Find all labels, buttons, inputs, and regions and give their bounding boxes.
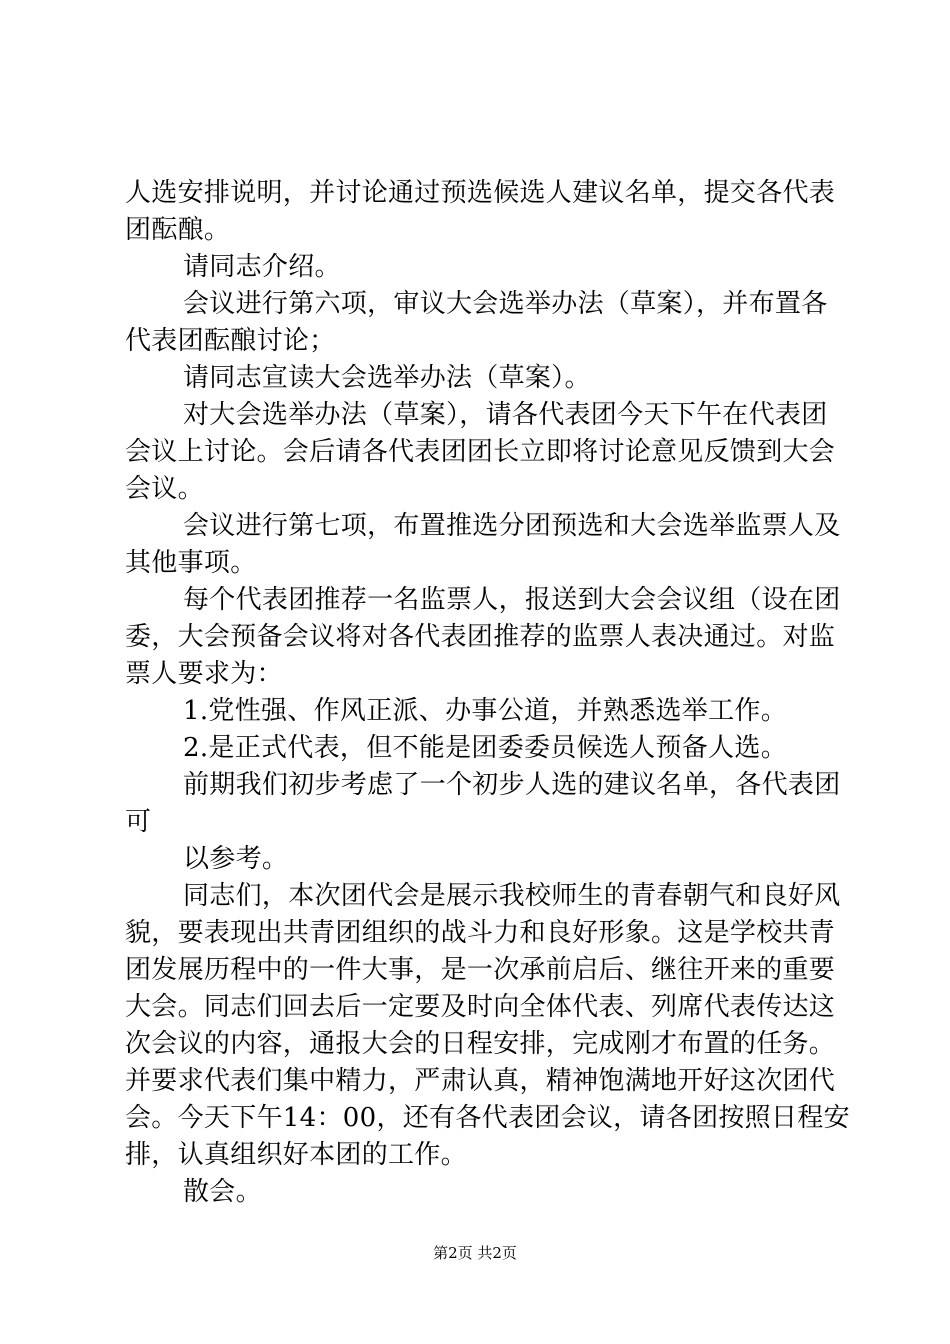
text-line: 团发展历程中的一件大事，是一次承前启后、继往开来的重要	[125, 955, 836, 985]
page-footer	[0, 1243, 950, 1263]
text-line: 并要求代表们集中精力，严肃认真，精神饱满地开好这次团代	[125, 1066, 836, 1096]
text-line: 会议。	[125, 474, 204, 504]
text-line: 以参考。	[183, 844, 289, 874]
text-line: 人选安排说明，并讨论通过预选候选人建议名单，提交各代表	[125, 178, 836, 208]
text-line: 对大会选举办法（草案），请各代表团今天下午在代表团	[183, 400, 828, 430]
document-body	[125, 175, 850, 1211]
text-line: 散会。	[183, 1177, 262, 1207]
text-line: 会。今天下午14：00，还有各代表团会议，请各团按照日程安	[125, 1103, 850, 1133]
text-line: 2.是正式代表，但不能是团委委员候选人预备人选。	[183, 733, 788, 763]
text-line: 委，大会预备会议将对各代表团推荐的监票人表决通过。对监	[125, 622, 836, 652]
text-line: 团酝酿。	[125, 215, 231, 245]
text-line: 1.党性强、作风正派、办事公道，并熟悉选举工作。	[183, 696, 788, 726]
text-line: 请同志宣读大会选举办法（草案）。	[183, 363, 591, 393]
text-line: 前期我们初步考虑了一个初步人选的建议名单，各代表团	[183, 770, 841, 800]
page-number: 第2页 共2页	[433, 1244, 517, 1262]
text-line: 可	[125, 807, 152, 837]
text-line: 会议上讨论。会后请各代表团团长立即将讨论意见反馈到大会	[125, 437, 836, 467]
text-line: 貌，要表现出共青团组织的战斗力和良好形象。这是学校共青	[125, 918, 836, 948]
text-line: 每个代表团推荐一名监票人，报送到大会会议组（设在团	[183, 585, 841, 615]
text-line: 排，认真组织好本团的工作。	[125, 1140, 467, 1170]
text-line: 代表团酝酿讨论；	[125, 326, 336, 356]
text-line: 同志们，本次团代会是展示我校师生的青春朝气和良好风	[183, 881, 841, 911]
text-line: 票人要求为：	[125, 659, 283, 689]
text-line: 次会议的内容，通报大会的日程安排，完成刚才布置的任务。	[125, 1029, 836, 1059]
text-line: 请同志介绍。	[183, 252, 341, 282]
text-line: 会议进行第六项，审议大会选举办法（草案），并布置各	[183, 289, 828, 319]
text-line: 大会。同志们回去后一定要及时向全体代表、列席代表传达这	[125, 992, 836, 1022]
text-line: 其他事项。	[125, 548, 257, 578]
text-line: 会议进行第七项，布置推选分团预选和大会选举监票人及	[183, 511, 841, 541]
